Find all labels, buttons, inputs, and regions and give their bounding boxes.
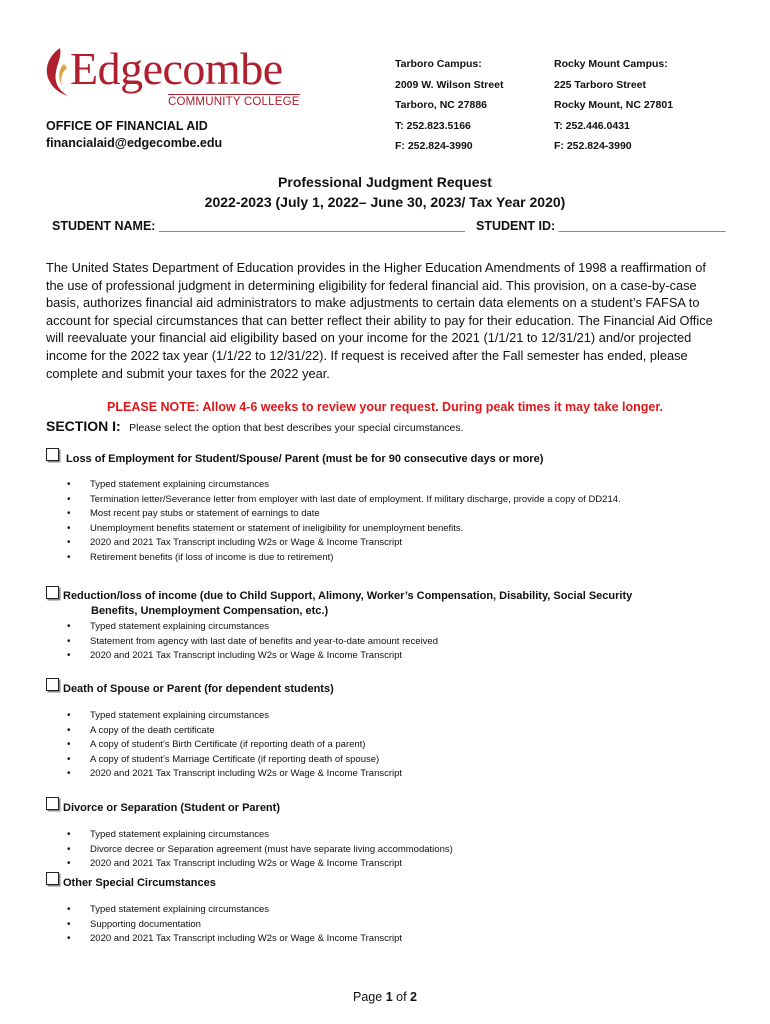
reduction-of-income-checkbox[interactable] xyxy=(46,586,59,599)
loss-of-employment-title: Loss of Employment for Student/Spouse/ Parent (must be for 90 consecutive days or more) xyxy=(66,453,544,465)
list-item: • A copy of student’s Birth Certificate (if reporting death of a parent) xyxy=(62,738,402,753)
list-item: • Typed statement explaining circumstances xyxy=(62,709,402,724)
page-current: 1 xyxy=(385,990,393,1004)
title-line-1: Professional Judgment Request xyxy=(278,174,492,190)
intro-paragraph: The United States Department of Education provides in the Higher Education Amendments of 1998 a reaffirmation of the use of professional judgment in determining eligibility for federal financial aid. This provision, on a case-by-case basis, authorizes financial aid administrators to make adjustments to certain data elements on a student’s FAFSA to account for special circumstances that can better reflect their ability to pay for their education. The Financial Aid Office will reevaluate your financial aid eligibility based on your income for the 2021 (1/1/21 to 12/31/21) and/or projected income for the 2022 tax year (1/1/22 to 12/31/22). If request is received after the Fall semester has ended, please complete and submit your taxes for the 2022 year. xyxy=(46,260,713,381)
list-item: • 2020 and 2021 Tax Transcript including W2s or Wage & Income Transcript xyxy=(62,767,402,782)
death-of-spouse-parent-title: Death of Spouse or Parent (for dependent students) xyxy=(63,683,334,695)
logo-name: Edgecombe xyxy=(70,43,283,94)
logo-subtitle: COMMUNITY COLLEGE xyxy=(168,96,300,108)
list-item: • A copy of the death certificate xyxy=(62,724,402,739)
page-total: 2 xyxy=(410,990,417,1004)
tarboro-city: Tarboro, NC 27886 xyxy=(395,99,488,111)
rocky-mount-campus xyxy=(554,54,673,157)
rocky-mount-label: Rocky Mount Campus: xyxy=(554,58,668,70)
tarboro-street: 2009 W. Wilson Street xyxy=(395,78,504,91)
section-description: Please select the option that best describes your special circumstances. xyxy=(129,422,464,434)
flame-icon xyxy=(40,46,70,98)
other-circumstances-checkbox[interactable] xyxy=(46,872,59,885)
other-circumstances-title: Other Special Circumstances xyxy=(63,877,216,889)
other-circumstances-list xyxy=(62,903,402,947)
loss-of-employment-list xyxy=(62,478,621,566)
reduction-of-income-title-cont: Benefits, Unemployment Compensation, etc.) xyxy=(91,605,329,617)
list-item: • Divorce decree or Separation agreement (must have separate living accommodations) xyxy=(62,843,453,858)
divorce-separation-checkbox[interactable] xyxy=(46,797,59,810)
office-email[interactable]: financialaid@edgecombe.edu xyxy=(46,136,223,150)
list-item: • Supporting documentation xyxy=(62,918,402,933)
death-of-spouse-parent-checkbox[interactable] xyxy=(46,678,59,691)
loss-of-employment-checkbox[interactable] xyxy=(46,448,59,461)
student-id-field[interactable]: STUDENT ID: ________________________ xyxy=(476,219,726,233)
reduction-of-income-list xyxy=(62,620,438,664)
list-item: • 2020 and 2021 Tax Transcript including W2s or Wage & Income Transcript xyxy=(62,857,453,872)
list-item: • Typed statement explaining circumstances xyxy=(62,903,402,918)
list-item: • Retirement benefits (if loss of income is due to retirement) xyxy=(62,551,621,566)
section-one-header xyxy=(46,418,464,436)
student-name-field[interactable]: STUDENT NAME: ____________________________________________ xyxy=(52,219,465,233)
office-info xyxy=(46,118,222,152)
list-item: • Termination letter/Severance letter from employer with last date of employment. If military discharge, provide a copy of DD214. xyxy=(62,493,621,508)
college-logo xyxy=(40,42,300,112)
tarboro-label: Tarboro Campus: xyxy=(395,58,482,70)
list-item: • Unemployment benefits statement or statement of ineligibility for unemployment benefits. xyxy=(62,522,621,537)
rocky-mount-fax: F: 252.824-3990 xyxy=(554,140,632,152)
list-item: • Statement from agency with last date of benefits and year-to-date amount received xyxy=(62,635,438,650)
divorce-separation-title: Divorce or Separation (Student or Parent) xyxy=(63,802,280,814)
page-word: Page xyxy=(353,990,383,1004)
list-item: • Typed statement explaining circumstances xyxy=(62,828,453,843)
office-name: OFFICE OF FINANCIAL AID xyxy=(46,119,208,133)
tarboro-fax: F: 252.824-3990 xyxy=(395,140,473,152)
divorce-separation-list xyxy=(62,828,453,872)
death-of-spouse-parent-list xyxy=(62,709,402,782)
list-item: • 2020 and 2021 Tax Transcript including W2s or Wage & Income Transcript xyxy=(62,932,402,947)
page-of: of xyxy=(396,990,407,1004)
review-time-note: PLEASE NOTE: Allow 4-6 weeks to review your request. During peak times it may take longer. xyxy=(107,400,663,414)
rocky-mount-phone: T: 252.446.0431 xyxy=(554,119,630,132)
title-line-2: 2022-2023 (July 1, 2022– June 30, 2023/ Tax Year 2020) xyxy=(204,194,566,210)
list-item: • Typed statement explaining circumstances xyxy=(62,620,438,635)
section-heading: SECTION I: xyxy=(46,418,121,434)
list-item: • Typed statement explaining circumstances xyxy=(62,478,621,493)
list-item: • A copy of student’s Marriage Certificate (if reporting death of spouse) xyxy=(62,753,402,768)
list-item: • 2020 and 2021 Tax Transcript including W2s or Wage & Income Transcript xyxy=(62,649,438,664)
rocky-mount-city: Rocky Mount, NC 27801 xyxy=(554,99,674,111)
list-item: • 2020 and 2021 Tax Transcript including W2s or Wage & Income Transcript xyxy=(62,536,621,551)
list-item: • Most recent pay stubs or statement of earnings to date xyxy=(62,507,621,522)
tarboro-phone: T: 252.823.5166 xyxy=(395,119,471,132)
rocky-mount-street: 225 Tarboro Street xyxy=(554,78,647,91)
page-number xyxy=(0,990,770,1004)
document-title xyxy=(0,172,770,212)
tarboro-campus xyxy=(395,54,503,157)
reduction-of-income-title: Reduction/loss of income (due to Child Support, Alimony, Worker’s Compensation, Disability, Social Security xyxy=(63,590,633,602)
